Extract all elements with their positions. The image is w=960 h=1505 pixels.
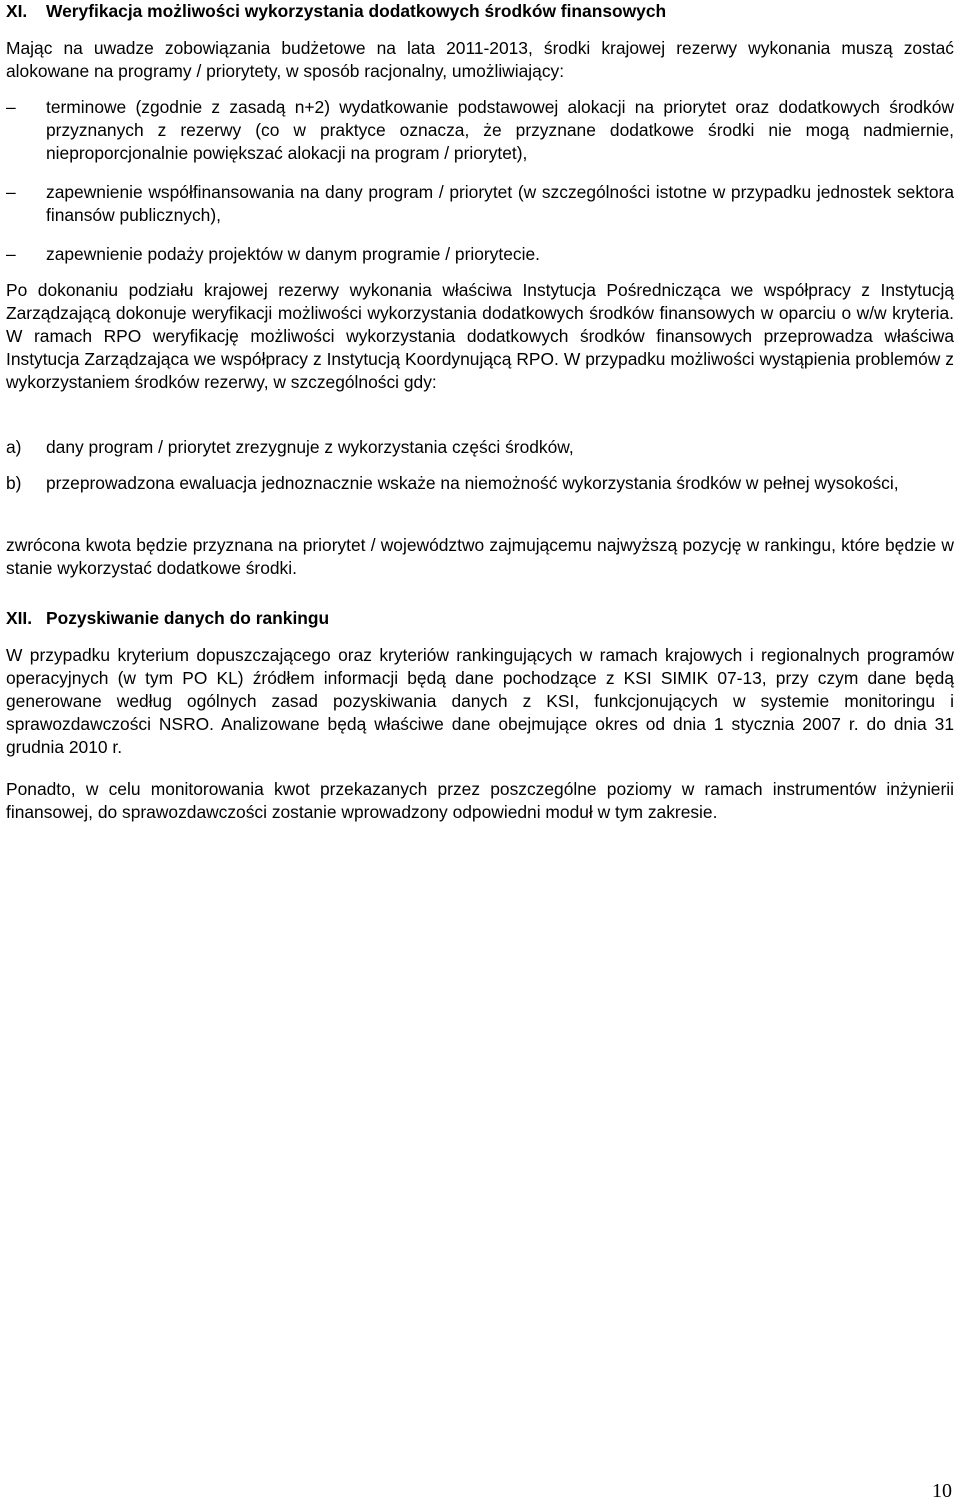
page-number: 10 bbox=[932, 1480, 952, 1502]
section-12-number: XII. bbox=[6, 608, 33, 628]
list-item-text: zapewnienie podaży projektów w danym programie / priorytecie. bbox=[46, 244, 540, 264]
list-item bbox=[6, 96, 954, 165]
dash-bullet-icon: – bbox=[6, 97, 16, 117]
dash-bullet-icon: – bbox=[6, 182, 16, 202]
list-item-text: terminowe (zgodnie z zasadą n+2) wydatkowanie podstawowej alokacji na priorytet oraz dodatkowych środków przyznanych z rezerwy (co w praktyce oznacza, że przyznane dodatkowe środki nie mogą nadmiernie, nieproporcjonalnie powiększać alokacji na program / priorytet), bbox=[46, 97, 954, 163]
list-item-text: dany program / priorytet zrezygnuje z wykorzystania części środków, bbox=[46, 437, 574, 457]
list-item-text: przeprowadzona ewaluacja jednoznacznie wskaże na niemożność wykorzystania środków w pełnej wysokości, bbox=[46, 473, 899, 493]
list-item-text: zapewnienie współfinansowania na dany program / priorytet (w szczególności istotne w przypadku jednostek sektora finansów publicznych), bbox=[46, 182, 954, 225]
section-11-heading bbox=[6, 0, 954, 23]
list-item bbox=[6, 436, 954, 459]
section-11-title: Weryfikacja możliwości wykorzystania dodatkowych środków finansowych bbox=[46, 1, 667, 21]
section-12-paragraph-2: Ponadto, w celu monitorowania kwot przekazanych przez poszczególne poziomy w ramach instrumentów inżynierii finansowej, do sprawozdawczości zostanie wprowadzony odpowiedni moduł w tym zakresie. bbox=[6, 779, 954, 822]
section-12-paragraph-1: W przypadku kryterium dopuszczającego oraz kryteriów rankingujących w ramach krajowych i regionalnych programów operacyjnych (w tym PO KL) źródłem informacji będą dane pochodzące z KSI SIMIK 07-13, przy czym dane będą generowane według ogólnych zasad pozyskiwania danych z KSI, funkcjonujących w systemie monitoringu i sprawozdawczości NSRO. Analizowane będą właściwe dane obejmujące okres od dnia 1 stycznia 2007 r. do dnia 31 grudnia 2010 r. bbox=[6, 645, 954, 757]
section-11-number: XI. bbox=[6, 1, 28, 21]
section-11-intro: Mając na uwadze zobowiązania budżetowe na lata 2011-2013, środki krajowej rezerwy wykonania muszą zostać alokowane na programy / priorytety, w sposób racjonalny, umożliwiający: bbox=[6, 38, 954, 81]
section-12-title: Pozyskiwanie danych do rankingu bbox=[46, 608, 330, 628]
list-item bbox=[6, 472, 954, 495]
section-11-paragraph-3: zwrócona kwota będzie przyznana na priorytet / województwo zajmującemu najwyższą pozycję w rankingu, które będzie w stanie wykorzystać dodatkowe środki. bbox=[6, 535, 954, 578]
list-item bbox=[6, 243, 954, 266]
list-item-marker: a) bbox=[6, 437, 22, 457]
list-item-marker: b) bbox=[6, 473, 22, 493]
list-item bbox=[6, 181, 954, 227]
section-11-paragraph-2: Po dokonaniu podziału krajowej rezerwy wykonania właściwa Instytucja Pośrednicząca we współpracy z Instytucją Zarządzającą dokonuje weryfikacji możliwości wykorzystania dodatkowych środków finansowych w oparciu o w/w kryteria. W ramach RPO weryfikację możliwości wykorzystania dodatkowych środków finansowych przeprowadza właściwa Instytucja Zarządzająca we współpracy z Instytucją Koordynującą RPO. W przypadku możliwości wystąpienia problemów z wykorzystaniem środków rezerwy, w szczególności gdy: bbox=[6, 280, 954, 392]
section-12-heading bbox=[6, 607, 954, 630]
dash-bullet-icon: – bbox=[6, 244, 16, 264]
